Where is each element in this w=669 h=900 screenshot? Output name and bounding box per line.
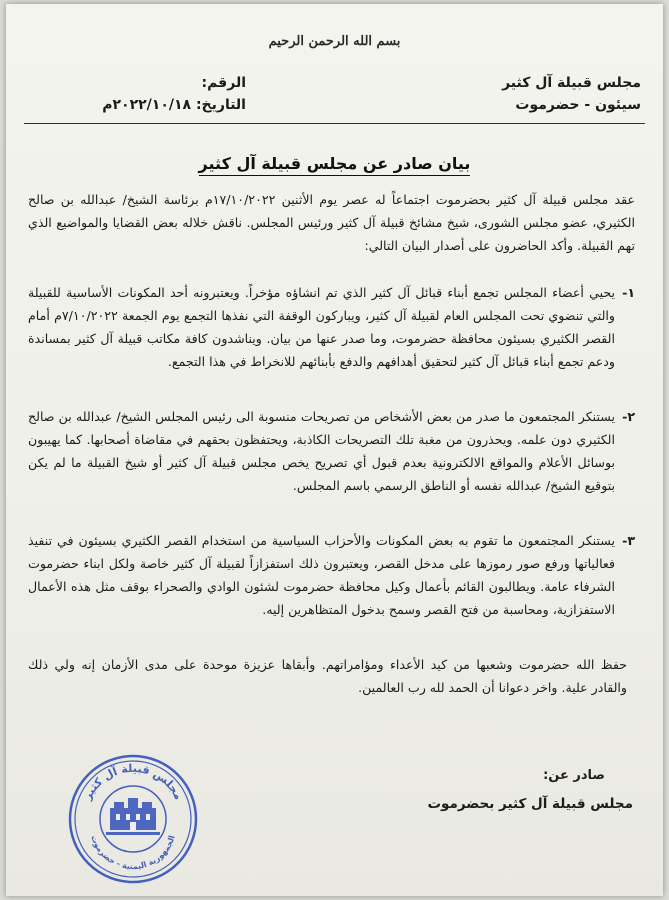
statement-item bbox=[28, 281, 635, 373]
document-title-text: بيان صادر عن مجلس قبيلة آل كثير bbox=[199, 154, 471, 176]
item-text: يستنكر المجتمعون ما صدر من بعض الأشخاص من تصريحات منسوبة الى رئيس المجلس الشيخ/ عبدالله بن صالح الكثيري دون علمه. ويحذرون من مغبة تلك التصريحات الكاذبة، ويحتفظون بحقهم في مقاضاة أصحابها. كما يهيبون بوسائل الأعلام والمواقع الالكترونية بعدم قبول أي تصريح يخص مجلس قبيلة آل كثير أو شيخ القبيلة ما لم يكن بتوقيع الشيخ/ عبدالله نفسه أو الناطق الرسمي باسم المجلس. bbox=[28, 409, 615, 493]
basmala-heading: بسم الله الرحمن الرحيم bbox=[268, 34, 401, 49]
item-number: ١- bbox=[622, 285, 635, 300]
closing-paragraph: حفظ الله حضرموت وشعبها من كيد الأعداء ومؤامراتهم. وأبقاها عزيزة موحدة على مدى الأزمان إنه ولي ذلك والقادر علية. واخر دعوانا أن الحمد لله رب العالمين. bbox=[28, 657, 627, 695]
org-name: مجلس قبيلة آل كثير bbox=[502, 75, 641, 91]
intro-paragraph: عقد مجلس قبيلة آل كثير بحضرموت اجتماعاً له عصر يوم الأثنين ١٧/١٠/٢٠٢٢م برئاسة الشيخ/ عبدالله بن صالح الكثيري، عضو مجلس الشورى، شيخ مشائخ قبيلة آل كثير ورئيس المجلس. ناقش خلاله بعض القضايا والمواضيع الذي تهم القبيلة. وأكد الحاضرون على أصدار البيان التالي: bbox=[28, 192, 635, 253]
item-text: يحيي أعضاء المجلس تجمع أبناء قبائل آل كثير الذي تم انشاؤه مؤخراً. ويعتبرونه أحد المكونات الأساسية للقبيلة والتي تنضوي تحت المجلس العام لقبيلة آل كثير، ويباركون الوقفة التي نفذها التجمع يوم الجمعة ٧/١٠/٢٠٢٢م أمام القصر الكثيري بسيئون محافظة حضرموت، وما صدر عنها من بيان. ويناشدون كافة مكاتب قبيلة آل كثير بمساندة ودعم تجمع أبناء قبائل آل كثير لتحقيق أهدافهم والدفع بأبنائهم للانخراط في هذا التجمع. bbox=[28, 285, 615, 369]
stamp-outer-text: مجلس قبيلة آل كثير bbox=[80, 761, 186, 802]
stamp-lower-text: الجمهورية اليمنية - حضرموت bbox=[89, 834, 177, 872]
item-number: ٢- bbox=[622, 409, 635, 424]
issued-by-label: صادر عن: bbox=[543, 768, 605, 783]
organization-header bbox=[502, 72, 641, 116]
statement-item bbox=[28, 529, 635, 621]
document-body bbox=[28, 188, 635, 699]
item-number: ٣- bbox=[622, 533, 635, 548]
document-page bbox=[6, 4, 663, 896]
statement-item bbox=[28, 405, 635, 497]
item-text: يستنكر المجتمعون ما تقوم به بعض المكونات والأحزاب السياسية من استخدام القصر الكثيري بسيئون في تنفيذ فعالياتها ورفع صور رموزها على مدخل القصر، ويعتبرون ذلك استفزازاً لقبيلة آل كثير خاصة ولكل ابناء حضرموت الشرفاء عامة. ويطالبون القائم بأعمال وكيل محافظة حضرموت لشئون الوادي والصحراء بوقف مثل هذه الأعمال الاستفزازية، ومحاسبة من فتح القصر وسمح بدخول المتظاهرين إليه. bbox=[28, 533, 615, 617]
issuer-name: مجلس قبيلة آل كثير بحضرموت bbox=[427, 796, 633, 812]
org-location: سيئون - حضرموت bbox=[515, 97, 641, 113]
official-stamp bbox=[66, 752, 200, 886]
header-divider bbox=[24, 123, 645, 124]
reference-label: الرقم: bbox=[201, 75, 246, 91]
date-line bbox=[26, 94, 246, 116]
castle-emblem-icon bbox=[106, 798, 160, 835]
date-value: ٢٠٢٢/١٠/١٨م bbox=[102, 97, 192, 113]
date-label: التاريخ: bbox=[195, 97, 246, 113]
reference-block bbox=[26, 72, 246, 116]
document-title bbox=[6, 154, 663, 173]
